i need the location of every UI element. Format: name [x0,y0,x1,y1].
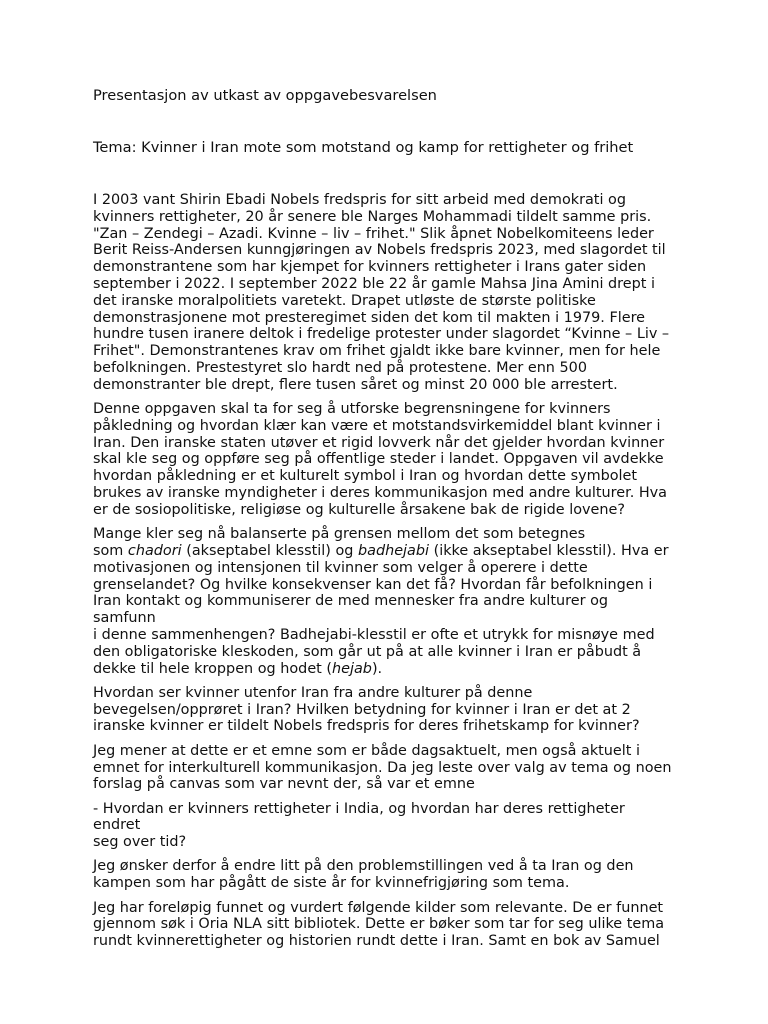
paragraph-topic-change: Jeg ønsker derfor å endre litt på den problemstillingen ved å ta Iran og den kampen som har pågått de siste år for kvinnefrigjøring som tema. [93,858,634,892]
term-badhejabi: badhejabi [358,542,430,559]
document-title: Presentasjon av utkast av oppgavebesvarelsen [93,87,437,104]
paragraph-text: ). [371,660,383,677]
term-chadori: chadori [127,542,182,559]
paragraph-text: (akseptabel klesstil) og [181,542,358,559]
term-hejab: hejab [332,660,372,677]
paragraph-text: (ikke akseptabel klesstil). Hva er motivasjonen og intensjonen til kvinner som velger å operere i dette grenselandet? Og hvilke konsekvenser kan det få? Hvordan får befolkningen i Iran kontakt og kommuniserer de med mennesker fra andre kulturer og samfunn i denne sammenhengen? Badhejabi-klesstil er ofte et utrykk for misnøye med den obligatoriske kleskoden, som går ut på at alle kvinner i Iran er påbudt å dekke til hele kroppen og hodet ( [93,542,669,677]
document-topic: Tema: Kvinner i Iran mote som motstand og kamp for rettigheter og frihet [93,139,634,156]
paragraph-nobel-intro: I 2003 vant Shirin Ebadi Nobels fredspris for sitt arbeid med demokrati og kvinners rettigheter, 20 år senere ble Narges Mohammadi tildelt samme pris. "Zan – Zendegi – Azadi. Kvinne – liv – frihet." Slik åpnet Nobelkomiteens leder Berit Reiss-Andersen kunngjøringen av Nobels fredspris 2023, med slagordet til demonstrantene som har kjempet for kvinners rettigheter i Irans gater siden september i 2022. I september 2022 ble 22 år gamle Mahsa Jina Amini drept i det iranske moralpolitiets varetekt. Drapet utløste de største politiske demonstrasjonene mot presteregimet siden det kom til makten i 1979. Flere hundre tusen iranere deltok i fredelige protester under slagordet “Kvinne – Liv – Frihet". Demonstrantenes krav om frihet gjaldt ikke bare kvinner, men for hele befolkningen. Prestestyret slo hardt ned på protestene. Mer enn 500 demonstranter ble drept, flere tusen såret og minst 20 000 ble arrestert. [93,192,670,393]
paragraph-sources: Jeg har foreløpig funnet og vurdert følgende kilder som relevante. De er funnet gjennom søk i Oria NLA sitt bibliotek. Dette er bøker som tar for seg ulike tema rundt kvinnerettigheter og historien rundt dette i Iran. Samt en bok av Samuel [93,899,665,950]
paragraph-outside-perspective: Hvordan ser kvinner utenfor Iran fra andre kulturer på denne bevegelsen/opprøret i Iran? Hvilken betydning for kvinner i Iran er det at 2 iranske kvinner er tildelt Nobels fredspris for deres frihetskamp for kvinner? [93,684,640,735]
paragraph-text: Mange kler seg nå balanserte på grensen mellom det som betegnes som [93,526,586,559]
paragraph-example-topic: - Hvordan er kvinners rettigheter i India, og hvordan har deres rettigheter endret seg over tid? [93,800,625,851]
paragraph-assignment-scope: Denne oppgaven skal ta for seg å utforske begrensningene for kvinners påkledning og hvordan klær kan være et motstandsvirkemiddel blant kvinner i Iran. Den iranske staten utøver et rigid lovverk når det gjelder hvordan kvinner skal kle seg og oppføre seg på offentlige steder i landet. Oppgaven vil avdekke hvordan påkledning er et kulturelt symbol i Iran og hvordan dette symbolet brukes av iranske myndigheter i deres kommunikasjon med andre kulturer. Hva er de sosiopolitiske, religiøse og kulturelle årsakene bak de rigide lovene? [93,401,667,518]
document-body [93,192,673,957]
paragraph-relevance: Jeg mener at dette er et emne som er både dagsaktuelt, men også aktuelt i emnet for interkulturell kommunikasjon. Da jeg leste over valg av tema og noen forslag på canvas som var nevnt der, så var et emne [93,742,672,793]
paragraph-dress-styles [93,526,673,677]
